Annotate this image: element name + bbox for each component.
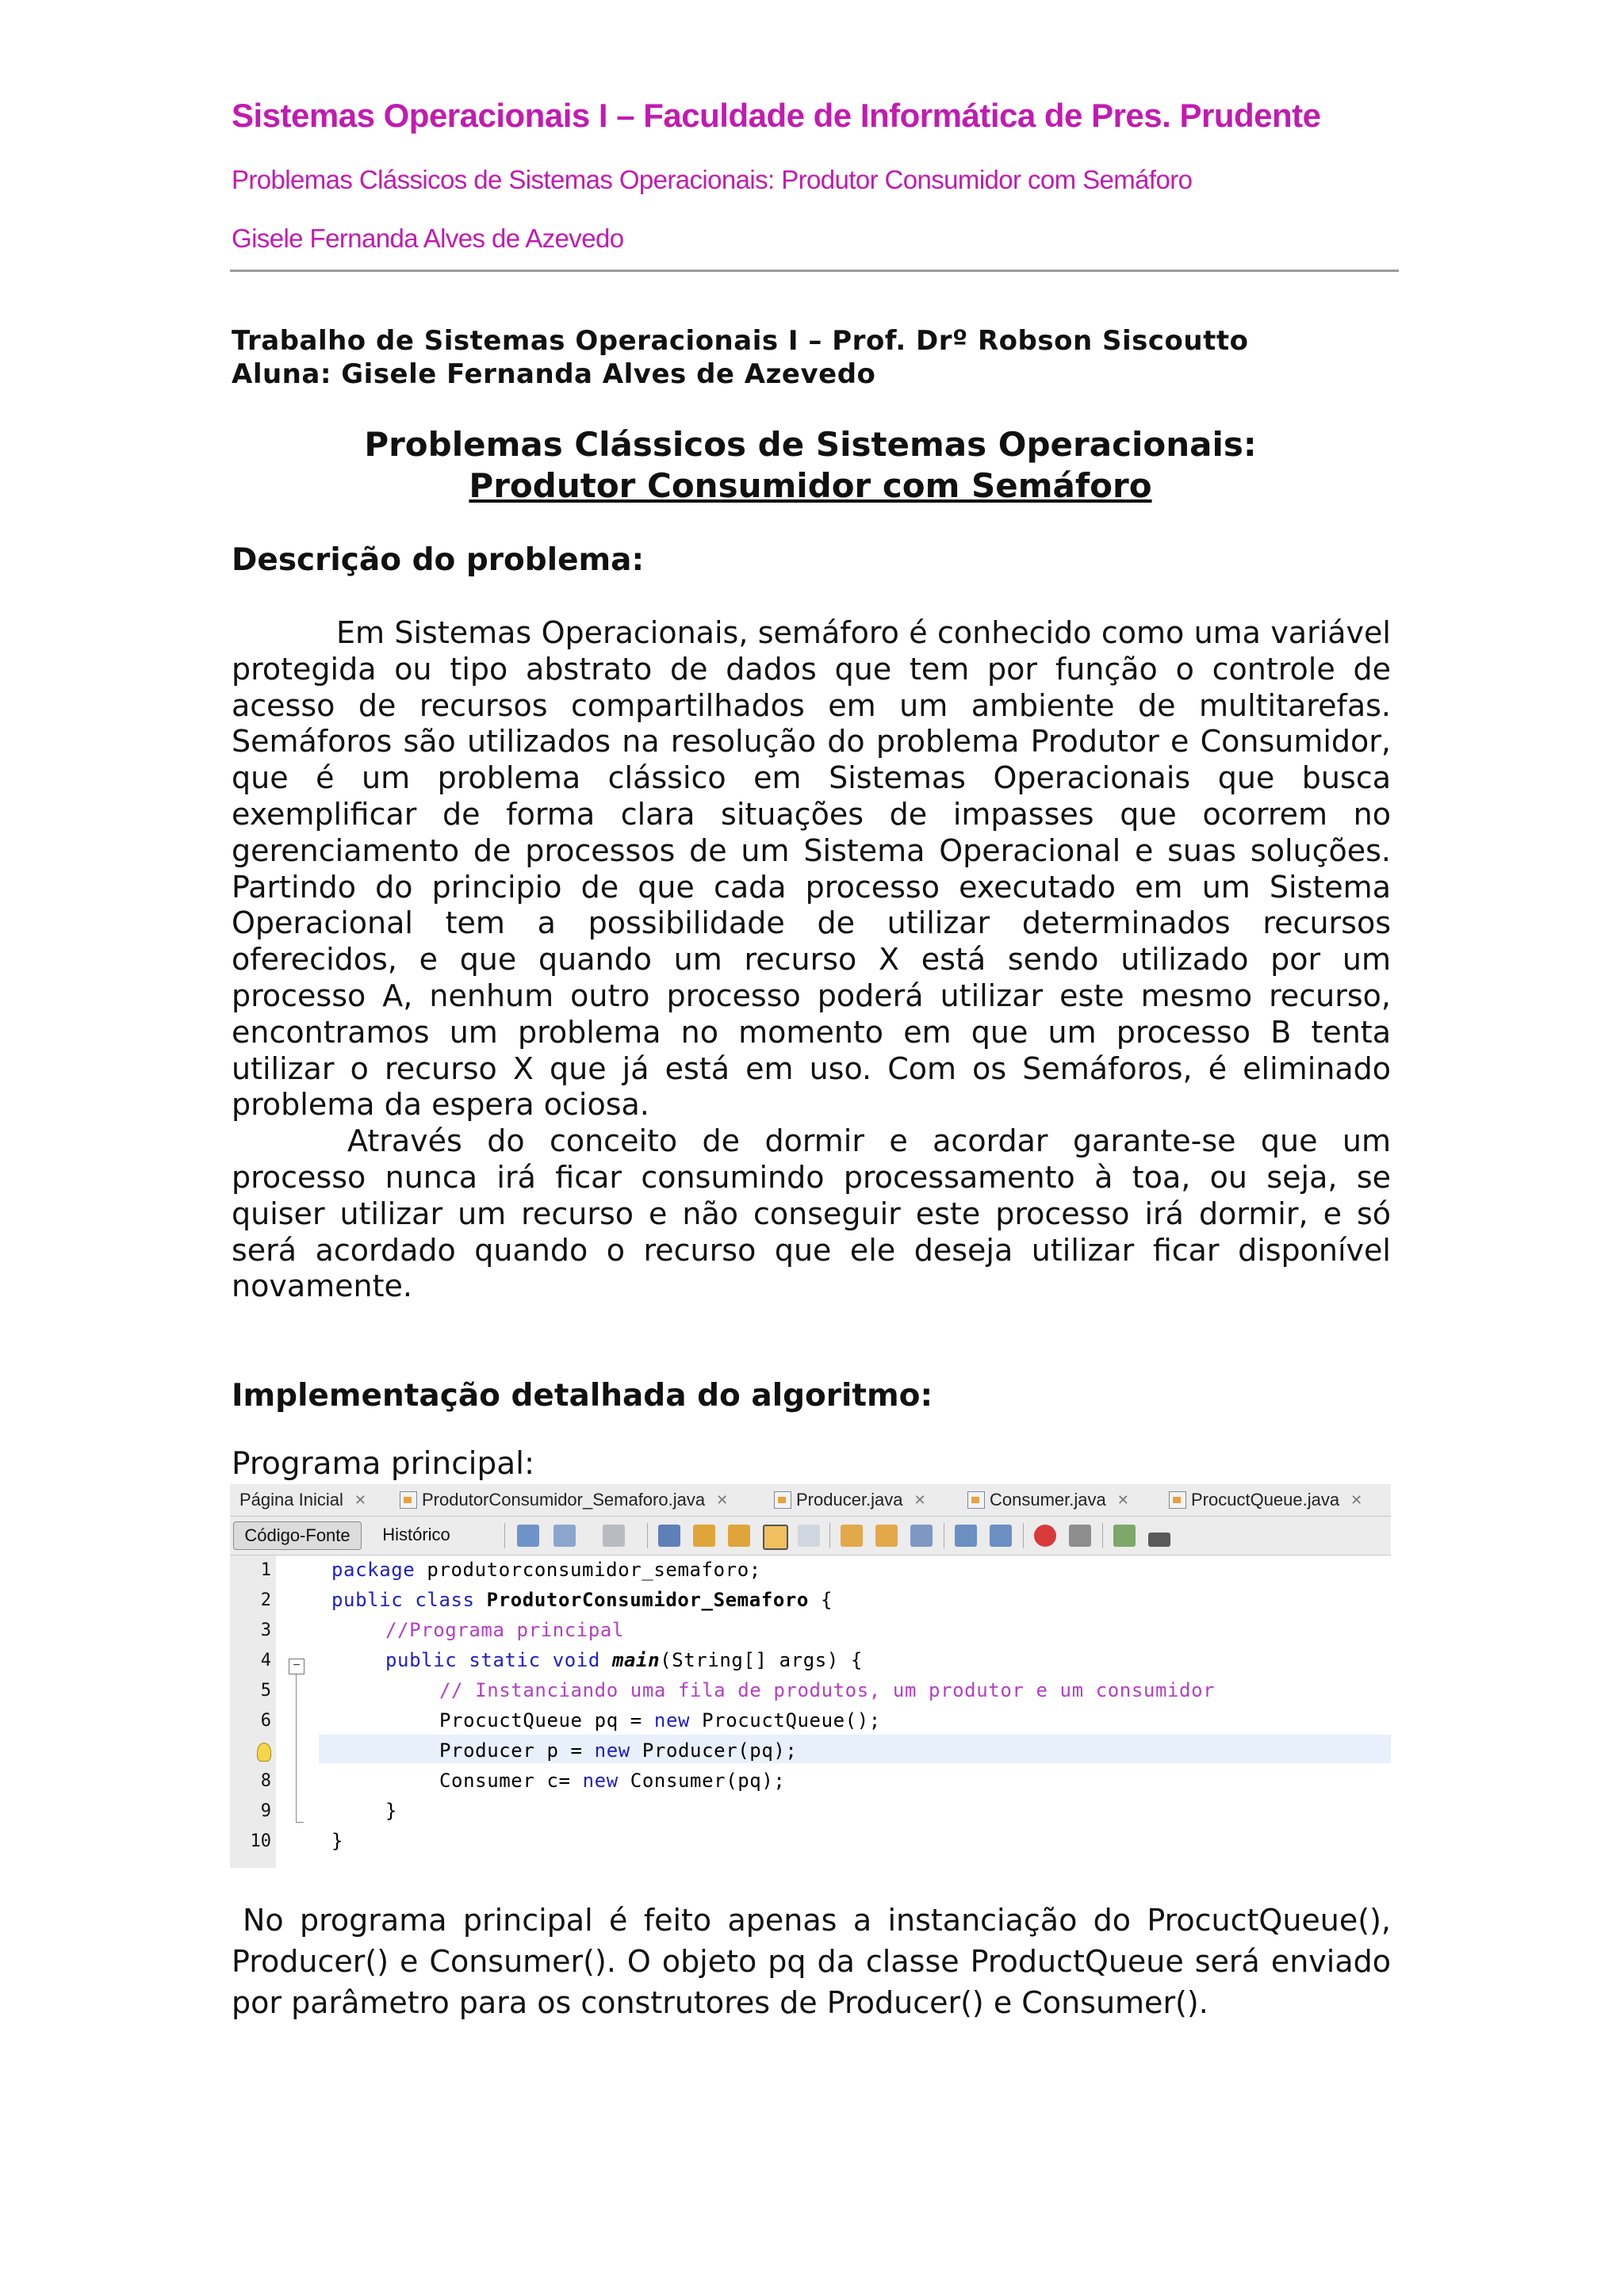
document-header-author: Gisele Fernanda Alves de Azevedo xyxy=(232,224,624,253)
toolbar-separator xyxy=(1023,1523,1024,1548)
code-line-1: package produtorconsumidor_semaforo; xyxy=(331,1559,761,1581)
close-icon[interactable]: ✕ xyxy=(716,1491,729,1508)
back-icon[interactable] xyxy=(553,1525,576,1547)
line-number: 10 xyxy=(250,1831,271,1851)
tab-producer[interactable] xyxy=(774,1486,926,1514)
java-file-icon xyxy=(1169,1491,1186,1509)
source-view-button[interactable]: Código-Fonte xyxy=(233,1521,362,1550)
next-bookmark-icon[interactable] xyxy=(875,1525,898,1547)
editor-toolbar xyxy=(230,1517,1391,1556)
fold-margin xyxy=(276,1556,319,1868)
description-paragraph-2: Através do conceito de dormir e acordar garante-se que um processo nunca irá ficar consumindo processamento à toa, ou seja, se quiser utilizar um recurso e não conseguir este processo irá dormir, e só será acordado quando o recurso que ele deseja utilizar ficar disponível novamente. xyxy=(232,1123,1391,1304)
toolbar-separator xyxy=(1102,1523,1103,1548)
tab-label: ProcuctQueue.java xyxy=(1191,1490,1340,1510)
last-edit-icon[interactable] xyxy=(517,1525,539,1547)
java-file-icon xyxy=(400,1491,417,1509)
main-program-explanation xyxy=(232,1900,1391,2023)
section-heading-implementation: Implementação detalhada do algoritmo: xyxy=(232,1378,933,1414)
toolbar-separator xyxy=(829,1523,830,1548)
lightbulb-hint-icon[interactable] xyxy=(257,1743,271,1762)
tab-label: Página Inicial xyxy=(239,1490,343,1510)
close-icon[interactable]: ✕ xyxy=(1116,1491,1129,1508)
line-number: 1 xyxy=(260,1560,271,1580)
editor-tab-bar xyxy=(230,1484,1391,1517)
header-divider xyxy=(230,270,1399,272)
tab-label: Producer.java xyxy=(796,1490,903,1510)
page-title: Problemas Clássicos de Sistemas Operacionais: xyxy=(364,425,1257,464)
shift-right-icon[interactable] xyxy=(990,1525,1012,1547)
tab-pagina-inicial[interactable] xyxy=(239,1486,366,1514)
line-number: 6 xyxy=(260,1711,271,1731)
student-info: Aluna: Gisele Fernanda Alves de Azevedo xyxy=(232,358,876,390)
code-line-3: //Programa principal xyxy=(385,1619,624,1641)
line-number: 4 xyxy=(260,1651,271,1670)
code-editor[interactable] xyxy=(319,1556,1391,1868)
stop-macro-icon[interactable] xyxy=(1069,1525,1091,1547)
code-line-7: Producer p = new Producer(pq); xyxy=(439,1739,798,1762)
comment-icon[interactable] xyxy=(1113,1525,1136,1547)
code-line-10: } xyxy=(331,1830,344,1852)
record-macro-icon[interactable] xyxy=(1034,1525,1056,1547)
work-info: Trabalho de Sistemas Operacionais I – Prof. Drº Robson Siscoutto xyxy=(232,325,1249,357)
code-line-8: Consumer c= new Consumer(pq); xyxy=(439,1770,786,1792)
line-number-gutter xyxy=(230,1556,277,1868)
toolbar-separator xyxy=(647,1523,648,1548)
section-heading-description: Descrição do problema: xyxy=(232,542,645,578)
tab-procuctqueue[interactable] xyxy=(1169,1486,1362,1514)
tab-produtorconsumidor[interactable] xyxy=(400,1486,728,1514)
code-line-5: // Instanciando uma fila de produtos, um produtor e um consumidor xyxy=(439,1679,1216,1701)
close-icon[interactable]: ✕ xyxy=(354,1491,366,1508)
select-icon[interactable] xyxy=(798,1525,820,1547)
tab-label: Consumer.java xyxy=(990,1490,1106,1510)
find-icon[interactable] xyxy=(658,1525,680,1547)
line-number: 9 xyxy=(260,1801,271,1821)
tab-consumer[interactable] xyxy=(967,1486,1129,1514)
document-header-title: Sistemas Operacionais I – Faculdade de Informática de Pres. Prudente xyxy=(232,97,1321,134)
code-line-9: } xyxy=(385,1800,398,1822)
close-icon[interactable]: ✕ xyxy=(914,1491,926,1508)
document-header-subtitle: Problemas Clássicos de Sistemas Operacionais: Produtor Consumidor com Semáforo xyxy=(232,165,1193,194)
fold-guide-end xyxy=(296,1822,304,1823)
main-program-label: Programa principal: xyxy=(232,1446,535,1482)
code-line-2: public class ProdutorConsumidor_Semaforo { xyxy=(331,1589,833,1611)
find-previous-icon[interactable] xyxy=(693,1525,715,1547)
line-number: 8 xyxy=(260,1771,271,1791)
line-number: 5 xyxy=(260,1681,271,1701)
close-icon[interactable]: ✕ xyxy=(1350,1491,1363,1508)
toggle-bookmark-icon[interactable] xyxy=(910,1525,933,1547)
explanation-text: No programa principal é feito apenas a instanciação do ProcuctQueue(), Producer() e Consumer(). O objeto pq da classe ProductQueue será enviado por parâmetro para os construtores de Producer() e Consumer(). xyxy=(232,1903,1391,2020)
code-line-6: ProcuctQueue pq = new ProcuctQueue(); xyxy=(439,1709,881,1732)
find-next-icon[interactable] xyxy=(728,1525,750,1547)
line-number: 3 xyxy=(260,1621,271,1640)
tab-label: ProdutorConsumidor_Semaforo.java xyxy=(422,1490,706,1510)
highlight-icon[interactable] xyxy=(763,1525,788,1550)
description-paragraph-1: Em Sistemas Operacionais, semáforo é conhecido como uma variável protegida ou tipo abstrato de dados que tem por função o controle de acesso de recursos compartilhados em um ambiente de multitarefas. Semáforos são utilizados na resolução do problema Produtor e Consumidor, que é um problema clássico em Sistemas Operacionais que busca exemplificar de forma clara situações de impasses que ocorrem no gerenciamento de processos de um Sistema Operacional e suas soluções. Partindo do principio de que cada processo executado em um Sistema Operacional tem a possibilidade de utilizar determinados recursos oferecidos, e que quando um recurso X está sendo utilizado por um processo A, nenhum outro processo poderá utilizar este mesmo recurso, encontramos um problema no momento em que um processo B tenta utilizar o recurso X que já está em uso. Com os Semáforos, é eliminado problema da espera ociosa. xyxy=(232,615,1391,1123)
uncomment-icon[interactable] xyxy=(1148,1533,1170,1547)
ide-screenshot xyxy=(230,1484,1391,1868)
history-view-button[interactable]: Histórico xyxy=(382,1525,450,1544)
toolbar-separator xyxy=(504,1523,505,1548)
code-line-4: public static void main(String[] args) { xyxy=(385,1649,863,1671)
collapse-icon[interactable]: − xyxy=(289,1659,304,1674)
forward-icon[interactable] xyxy=(603,1525,625,1547)
java-file-icon xyxy=(967,1491,985,1509)
page-subtitle-text: Produtor Consumidor com Semáforo xyxy=(469,466,1152,505)
prev-bookmark-icon[interactable] xyxy=(841,1525,863,1547)
line-number: 2 xyxy=(260,1590,271,1610)
fold-guide xyxy=(296,1674,297,1822)
page-subtitle xyxy=(232,466,1389,505)
description-body xyxy=(232,615,1391,1305)
shift-left-icon[interactable] xyxy=(955,1525,977,1547)
java-file-icon xyxy=(774,1491,791,1509)
